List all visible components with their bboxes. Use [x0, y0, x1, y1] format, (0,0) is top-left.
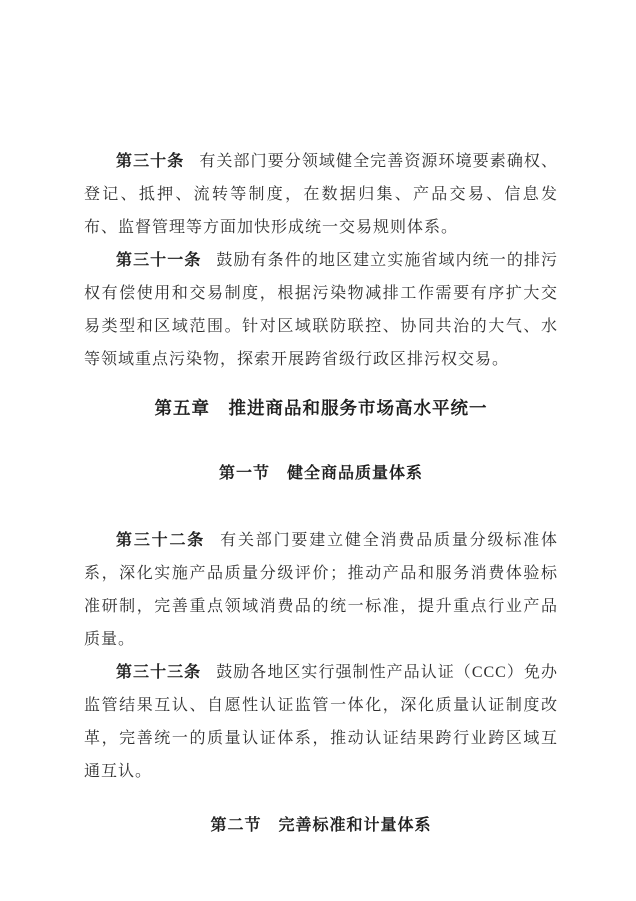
- article-30-number: 第三十条: [116, 153, 185, 170]
- article-32-text: 有关部门要建立健全消费品质量分级标准体系，深化实施产品质量分级评价；推动产品和服务消费体验标准研制，完善重点领域消费品的统一标准，提升重点行业产品质量。: [84, 532, 558, 648]
- article-30-text: 有关部门要分领域健全完善资源环境要素确权、登记、抵押、流转等制度，在数据归集、产品交易、信息发布、监督管理等方面加快形成统一交易规则体系。: [84, 153, 558, 236]
- article-33-number: 第三十三条: [116, 664, 202, 681]
- article-33-text: 鼓励各地区实行强制性产品认证（CCC）免办监管结果互认、自愿性认证监管一体化，深化质量认证制度改革，完善统一的质量认证体系，推动认证结果跨行业跨区域互通互认。: [84, 664, 558, 780]
- article-33-paragraph: [84, 656, 558, 788]
- article-31-paragraph: [84, 244, 558, 376]
- article-31-text: 鼓励有条件的地区建立实施省域内统一的排污权有偿使用和交易制度，根据污染物减排工作需要有序扩大交易类型和区域范围。针对区域联防联控、协同共治的大气、水等领域重点污染物，探索开展跨省级行政区排污权交易。: [84, 252, 558, 368]
- section-1-heading: 第一节 健全商品质量体系: [218, 465, 423, 482]
- article-31-number: 第三十一条: [116, 252, 202, 269]
- article-32-number: 第三十二条: [116, 532, 206, 549]
- article-32-paragraph: [84, 524, 558, 656]
- chapter-5-heading: 第五章 推进商品和服务市场高水平统一: [154, 398, 488, 418]
- section-2-heading: 第二节 完善标准和计量体系: [210, 817, 432, 834]
- article-30-paragraph: [84, 145, 558, 244]
